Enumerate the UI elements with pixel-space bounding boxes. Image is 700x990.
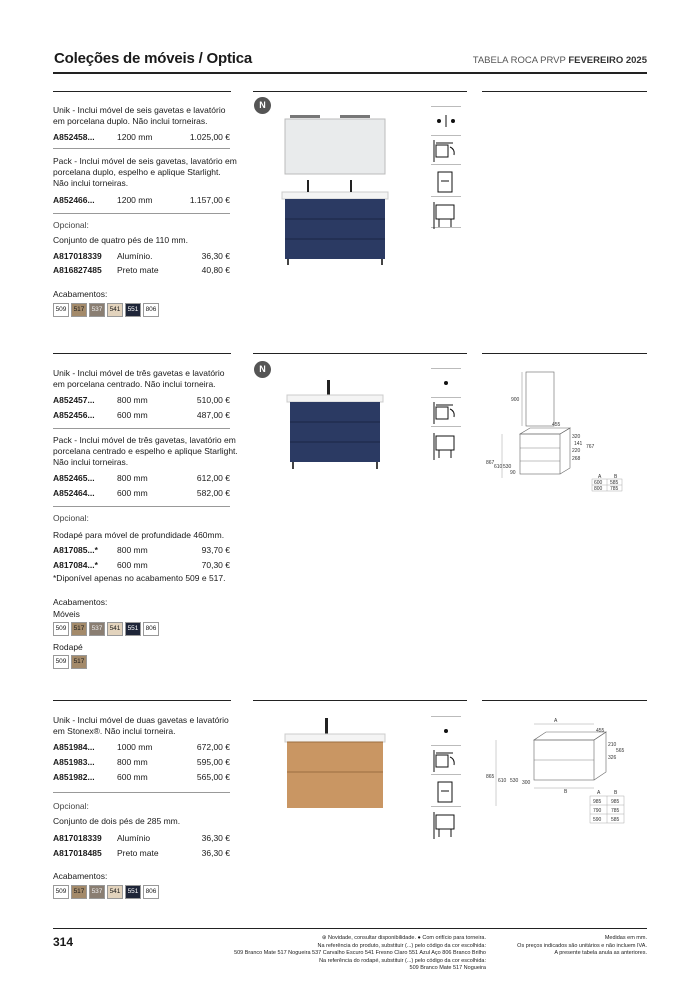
dim-label: 300 bbox=[522, 780, 531, 786]
table-cell: 985 bbox=[593, 799, 602, 805]
section3-desc1: Unik - Inclui móvel de duas gavetas e lavatório em Stonex®. Não inclui torneira. bbox=[53, 715, 229, 736]
dim-label: 220 bbox=[572, 448, 581, 454]
product-row: A851984... 1000 mm 672,00 € bbox=[53, 742, 230, 752]
table-head: A bbox=[597, 790, 601, 796]
optional-row: A817018339 Alumínio 36,30 € bbox=[53, 833, 230, 843]
table-head: A bbox=[598, 474, 602, 480]
table-cell: 785 bbox=[610, 486, 619, 492]
single-tap-hole-icon bbox=[431, 368, 461, 398]
product-row: A851983... 800 mm 595,00 € bbox=[53, 757, 230, 767]
table-cell: 800 bbox=[594, 486, 603, 492]
separator bbox=[53, 506, 230, 507]
separator bbox=[53, 213, 230, 214]
swatch-517: 517 bbox=[71, 885, 87, 899]
swatch-551: 551 bbox=[125, 622, 141, 636]
swatch-509: 509 bbox=[53, 655, 69, 669]
swatch-537: 537 bbox=[89, 885, 105, 899]
dim-label: 867 bbox=[486, 460, 495, 466]
section2-desc2: Pack - Inclui móvel de três gavetas, lavatório em porcelana centrado e espelho e aplique Starlight. Não inclui torneiras. bbox=[53, 435, 238, 467]
section1-rule-text bbox=[53, 91, 231, 92]
page-number: 314 bbox=[53, 935, 74, 949]
finish-swatches bbox=[53, 303, 161, 317]
product-image-three-drawer-vanity bbox=[285, 378, 385, 473]
dim-label: 565 bbox=[616, 748, 625, 754]
product-row: A852465... 800 mm 612,00 € bbox=[53, 473, 230, 483]
swatch-806: 806 bbox=[143, 622, 159, 636]
swatch-537: 537 bbox=[89, 303, 105, 317]
product-row: A852456... 600 mm 487,00 € bbox=[53, 410, 230, 420]
swatch-541: 541 bbox=[107, 885, 123, 899]
plinth-swatches bbox=[53, 655, 89, 669]
optional-row: A817018339 Alumínio. 36,30 € bbox=[53, 251, 230, 261]
table-cell: 585 bbox=[610, 480, 619, 486]
product-image-two-drawer-vanity bbox=[283, 716, 388, 811]
optional-desc: Rodapé para móvel de profundidade 460mm. bbox=[53, 530, 225, 540]
table-head: B bbox=[614, 790, 618, 796]
section3-rule-text bbox=[53, 700, 231, 701]
section2-desc1: Unik - Inclui móvel de três gavetas e lavatório em porcelana centrado. Não inclui torneira. bbox=[53, 368, 225, 389]
finishes-label: Acabamentos: bbox=[53, 597, 108, 607]
section1-rule-drawing bbox=[482, 91, 647, 92]
legs-icon bbox=[431, 430, 461, 458]
dim-label: 865 bbox=[486, 774, 495, 780]
section2-rule-text bbox=[53, 353, 231, 354]
product-row: A851982... 600 mm 565,00 € bbox=[53, 772, 230, 782]
section1-desc1: Unik - Inclui móvel de seis gavetas e lavatório em porcelana duplo. Não inclui torneiras. bbox=[53, 105, 226, 126]
legs-icon bbox=[431, 809, 461, 837]
legs-icon bbox=[431, 199, 461, 228]
new-badge: N bbox=[254, 361, 271, 378]
swatch-509: 509 bbox=[53, 622, 69, 636]
table-cell: 790 bbox=[593, 808, 602, 814]
separator bbox=[53, 428, 230, 429]
dim-label: 610 bbox=[494, 464, 503, 470]
technical-drawing bbox=[482, 716, 647, 828]
footer-rule bbox=[53, 928, 647, 929]
tap-hole-legend-icon: ● bbox=[417, 935, 421, 941]
table-cell: 585 bbox=[611, 817, 620, 823]
dim-label: 90 bbox=[510, 470, 516, 476]
footnote: *Diponível apenas no acabamento 509 e 517. bbox=[53, 573, 226, 583]
finish-swatches bbox=[53, 885, 161, 899]
single-tap-hole-icon bbox=[431, 716, 461, 746]
swatch-806: 806 bbox=[143, 885, 159, 899]
dim-label: 530 bbox=[510, 778, 519, 784]
optional-row: A816827485 Preto mate 40,80 € bbox=[53, 265, 230, 275]
mirror-icon bbox=[431, 168, 461, 197]
table-head: B bbox=[614, 474, 618, 480]
mirror-icon bbox=[431, 778, 461, 807]
swatch-509: 509 bbox=[53, 303, 69, 317]
swatch-541: 541 bbox=[107, 622, 123, 636]
plinth-label: Rodapé bbox=[53, 642, 83, 652]
swatch-509: 509 bbox=[53, 885, 69, 899]
dim-label: 210 bbox=[608, 742, 617, 748]
swatch-517: 517 bbox=[71, 655, 87, 669]
optional-row: A817085...* 800 mm 93,70 € bbox=[53, 545, 230, 555]
footer-notes: Medidas em mm. Os preços indicados são unitários e não incluem IVA. A presente tabela anula as anteriores. bbox=[517, 935, 647, 956]
dim-label: 455 bbox=[552, 422, 561, 428]
optional-row: A817084...* 600 mm 70,30 € bbox=[53, 560, 230, 570]
page-title: Coleções de móveis / Optica bbox=[54, 50, 253, 67]
wall-hung-icon bbox=[431, 136, 461, 165]
table-cell: 600 bbox=[594, 480, 603, 486]
swatch-806: 806 bbox=[143, 303, 159, 317]
section2-rule-drawing bbox=[482, 353, 647, 354]
dim-label: 767 bbox=[586, 444, 595, 450]
finishes-label: Acabamentos: bbox=[53, 871, 108, 881]
swatch-541: 541 bbox=[107, 303, 123, 317]
wall-hung-icon bbox=[431, 746, 461, 775]
optional-desc: Conjunto de quatro pés de 110 mm. bbox=[53, 235, 188, 245]
product-row: A852466... 1200 mm 1.157,00 € bbox=[53, 195, 230, 205]
wall-hung-icon bbox=[431, 398, 461, 427]
section1-desc2: Pack - Inclui móvel de seis gavetas, lavatório em porcelana duplo, espelho e aplique Starlight. Não inclui torneiras. bbox=[53, 156, 237, 188]
new-legend-icon: ⊛ bbox=[321, 935, 327, 941]
finish-swatches bbox=[53, 622, 161, 636]
svg-text:B: B bbox=[564, 789, 568, 795]
svg-text:A: A bbox=[554, 718, 558, 724]
footer-legend: ⊛ Novidade, consultar disponibilidade. ● Com orifício para torneira. Na referência do produto, substituir (...) pelo código da cor escolhida: 509 Branco Mate 517 Nogueira 537 Carvalho Escuro 541 Fresno Claro 551 Azul Aço 806 Branco Brilho Na referência do rodapé, substituir (...) pelo código da cor escolhida: 509 Branco Mate 517 Nogueira bbox=[234, 935, 486, 971]
section1-rule-image bbox=[253, 91, 467, 92]
table-cell: 785 bbox=[611, 808, 620, 814]
dim-label: 900 bbox=[511, 397, 520, 403]
dim-label: 320 bbox=[572, 434, 581, 440]
dim-label: 530 bbox=[503, 464, 512, 470]
product-row: A852464... 600 mm 582,00 € bbox=[53, 488, 230, 498]
feature-icons bbox=[431, 368, 461, 468]
section3-rule-drawing bbox=[482, 700, 647, 701]
optional-desc: Conjunto de dois pés de 285 mm. bbox=[53, 816, 181, 826]
technical-drawing bbox=[482, 368, 647, 498]
section2-rule-image bbox=[253, 353, 467, 354]
dim-label: 326 bbox=[608, 755, 617, 761]
feature-icons bbox=[431, 106, 461, 234]
optional-label: Opcional: bbox=[53, 220, 89, 230]
optional-row: A817018485 Preto mate 36,30 € bbox=[53, 848, 230, 858]
product-row: A852457... 800 mm 510,00 € bbox=[53, 395, 230, 405]
section3-rule-image bbox=[253, 700, 467, 701]
swatch-551: 551 bbox=[125, 885, 141, 899]
table-cell: 985 bbox=[611, 799, 620, 805]
separator bbox=[53, 792, 230, 793]
price-table-label: TABELA ROCA PRVP FEVEREIRO 2025 bbox=[472, 55, 647, 66]
dim-label: 455 bbox=[596, 728, 605, 734]
swatch-517: 517 bbox=[71, 303, 87, 317]
optional-label: Opcional: bbox=[53, 513, 89, 523]
dim-label: 610 bbox=[498, 778, 507, 784]
separator bbox=[53, 148, 230, 149]
swatch-551: 551 bbox=[125, 303, 141, 317]
header-rule bbox=[53, 72, 647, 74]
dim-label: 141 bbox=[574, 441, 583, 447]
furniture-label: Móveis bbox=[53, 609, 80, 619]
feature-icons bbox=[431, 716, 461, 846]
table-cell: 590 bbox=[593, 817, 602, 823]
new-badge: N bbox=[254, 97, 271, 114]
finishes-label: Acabamentos: bbox=[53, 289, 108, 299]
optional-label: Opcional: bbox=[53, 801, 89, 811]
two-tap-holes-icon bbox=[431, 106, 461, 136]
swatch-537: 537 bbox=[89, 622, 105, 636]
swatch-517: 517 bbox=[71, 622, 87, 636]
product-image-double-vanity bbox=[270, 112, 400, 272]
product-row: A852458... 1200 mm 1.025,00 € bbox=[53, 132, 230, 142]
dim-label: 268 bbox=[572, 456, 581, 462]
